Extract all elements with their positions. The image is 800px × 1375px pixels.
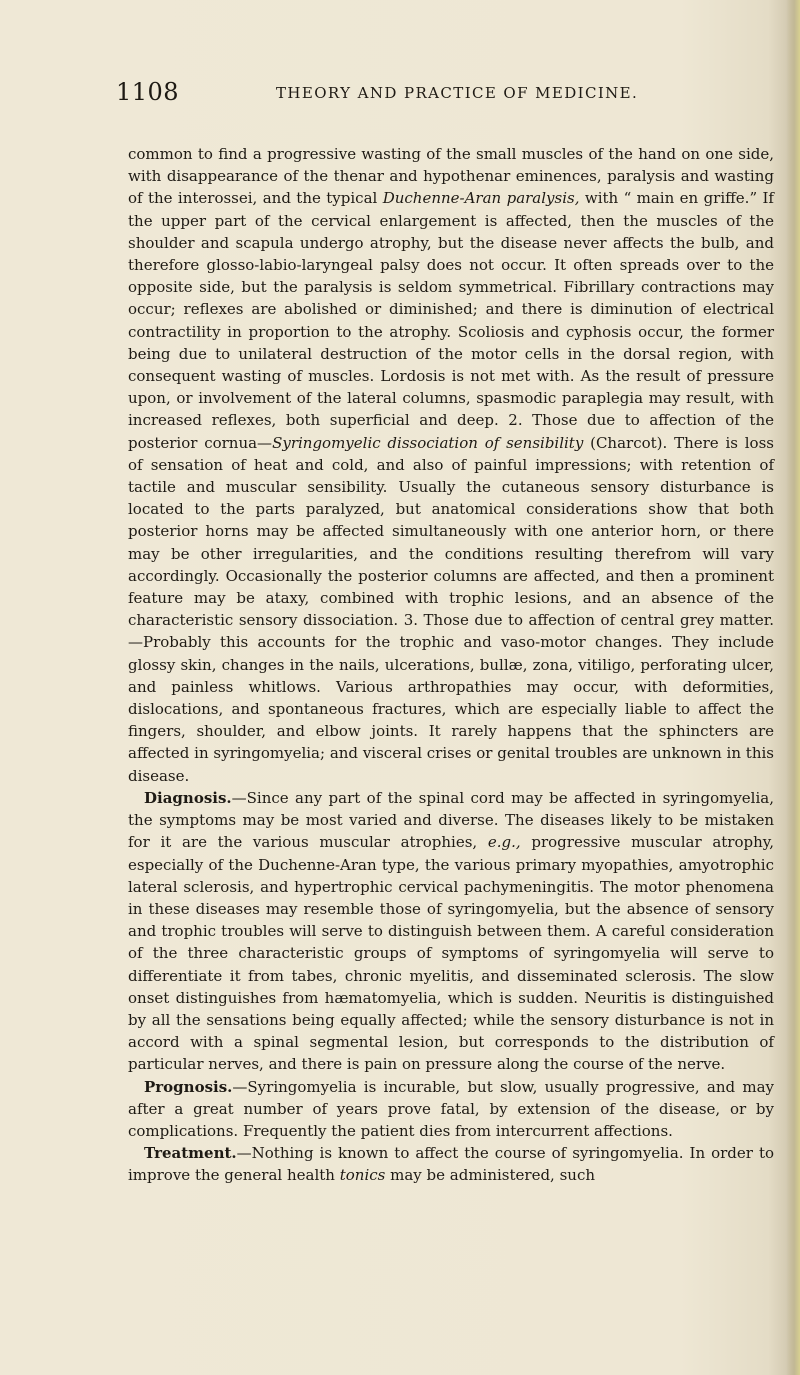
diagnosis-heading: Diagnosis. [144, 788, 232, 807]
paragraph-treatment: Treatment.—Nothing is known to affect the course of syringomyelia. In order to improve the general health tonics may be administered, such [128, 1144, 774, 1185]
running-head: THEORY AND PRACTICE OF MEDICINE. [276, 84, 639, 102]
body-text [128, 143, 774, 1187]
prognosis-heading: Prognosis. [144, 1077, 233, 1096]
paragraph-symptoms: common to find a progressive wasting of the small muscles of the hand on one side, with disappearance of the thenar and hypothenar eminences, paralysis and wasting of the interossei, and the typical Duchenne-Aran paralysis, with “ main en griffe.” If the upper part of the cervical enlargement is affected, then the muscles of the shoulder and scapula undergo atrophy, but the disease never affects the bulb, and therefore glosso-labio-laryngeal palsy does not occur. It often spreads over to the opposite side, but the paralysis is seldom symmetrical. Fibrillary contractions may occur; reflexes are abolished or diminished; and there is diminution of electrical contractility in proportion to the atrophy. Scoliosis and cyphosis occur, the former being due to unilateral destruction of the motor cells in the dorsal region, with consequent wasting of muscles. Lordosis is not met with. As the result of pressure upon, or involvement of the lateral columns, spasmodic paraplegia may result, with increased reflexes, both superficial and deep. 2. Those due to affection of the posterior cornua—Syringomyelic dissociation of sensibility (Charcot). There is loss of sensation of heat and cold, and also of painful impressions; with retention of tactile and muscular sensibility. Usually the cutaneous sensory disturbance is located to the parts paralyzed, but anatomical considerations show that both posterior horns may be affected simultaneously with one anterior horn, or there may be other irregularities, and the conditions resulting therefrom will vary accordingly. Occasionally the posterior columns are affected, and then a prominent feature may be ataxy, combined with trophic lesions, and an absence of the characteristic sensory dissociation. 3. Those due to affection of central grey matter.—Probably this accounts for the trophic and vaso-motor changes. They include glossy skin, changes in the nails, ulcerations, bullæ, zona, vitiligo, perforating ulcer, and painless whitlows. Various arthropathies may occur, with deformities, dislocations, and spontaneous fractures, which are especially liable to affect the fingers, shoulder, and elbow joints. It rarely happens that the sphincters are affected in syringomyelia; and visceral crises or genital troubles are unknown in this disease. [128, 145, 774, 785]
paragraph-prognosis: Prognosis.—Syringomyelia is incurable, but slow, usually progressive, and may after a great number of years prove fatal, by extension of the disease, or by complications. Frequently the patient dies from intercurrent affections. [128, 1077, 774, 1140]
page-number: 1108 [116, 78, 180, 106]
page-edge [786, 0, 800, 1375]
paragraph-diagnosis: Diagnosis.—Since any part of the spinal cord may be affected in syringomyelia, the symptoms may be most varied and diverse. The diseases likely to be mistaken for it are the various muscular atrophies, e.g., progressive muscular atrophy, especially of the Duchenne-Aran type, the various primary myopathies, amyotrophic lateral sclerosis, and hypertrophic cervical pachymeningitis. The motor phenomena in these diseases may resemble those of syringomyelia, but the absence of sensory and trophic troubles will serve to distinguish between them. A careful consideration of the three characteristic groups of symptoms of syringomyelia will serve to differentiate it from tabes, chronic myelitis, and disseminated sclerosis. The slow onset distinguishes from hæmatomyelia, which is sudden. Neuritis is distinguished by all the sensations being equally affected; while the sensory disturbance is not in accord with a spinal segmental lesion, but corresponds to the distribution of particular nerves, and there is pain on pressure along the course of the nerve. [128, 788, 774, 1074]
treatment-heading: Treatment. [144, 1144, 237, 1163]
page-header [116, 78, 770, 110]
